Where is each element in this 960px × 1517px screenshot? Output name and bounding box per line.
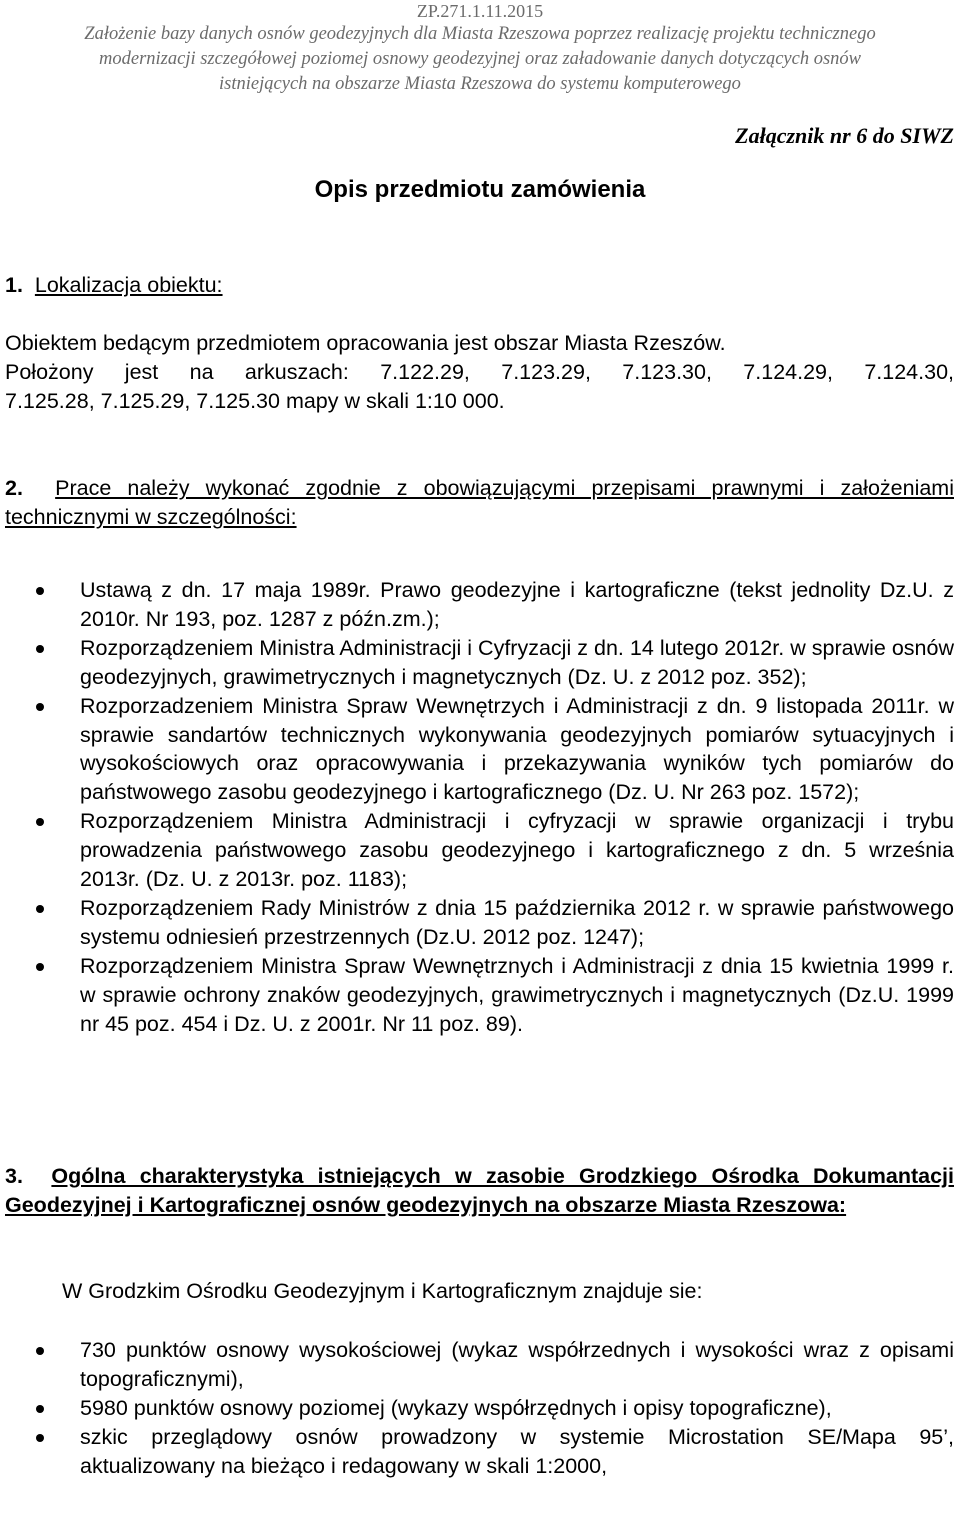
list-item-text: Rozporządzeniem Ministra Administracji i cyfryzacji w sprawie organizacji i trybu prowadzenia państwowego zasobu geodezyjnego i kartograficznego z dn. 5 września 2013r. (Dz. U. z 2013r. poz. 1183); bbox=[80, 809, 954, 892]
section-number: 2. bbox=[5, 476, 23, 500]
section-3-intro: W Grodzkim Ośrodku Geodezyjnym i Kartograficznym znajduje sie: bbox=[62, 1279, 703, 1303]
list-item bbox=[36, 1394, 954, 1423]
header-code: ZP.271.1.11.2015 bbox=[416, 1, 544, 21]
paragraph-line: 7.125.28, 7.125.29, 7.125.30 mapy w skali 1:10 000. bbox=[5, 389, 505, 413]
section-3-heading bbox=[5, 1162, 954, 1220]
list-item-text: szkic przeglądowy osnów prowadzony w systemie Microstation SE/Mapa 95’, aktualizowany na bieżąco i redagowany w skali 1:2000, bbox=[80, 1424, 954, 1478]
paragraph-line: Obiektem bedącym przedmiotem opracowania jest obszar Miasta Rzeszów. bbox=[5, 331, 726, 355]
list-item bbox=[36, 952, 954, 1039]
section-number: 1. bbox=[5, 273, 23, 297]
list-item-text: 730 punktów osnowy wysokościowej (wykaz współrzednych i wysokości wraz z opisami topograficznymi), bbox=[80, 1338, 954, 1391]
list-item-text: 5980 punktów osnowy poziomej (wykazy współrzędnych i opisy topograficzne), bbox=[80, 1395, 832, 1420]
document-title: Opis przedmiotu zamówienia bbox=[314, 176, 646, 203]
bullet-icon bbox=[36, 1347, 44, 1355]
list-item bbox=[36, 807, 954, 894]
list-item-text: Rozporządzeniem Rady Ministrów z dnia 15 października 2012 r. w sprawie państwowego systemu odniesień przestrzennych (Dz.U. 2012 poz. 1247); bbox=[80, 895, 954, 949]
section-2-heading bbox=[5, 474, 954, 532]
section-title: Prace należy wykonać zgodnie z obowiązującymi przepisami prawnymi i założeniami technicznymi w szczególności: bbox=[5, 476, 954, 529]
bullet-icon bbox=[36, 587, 44, 595]
list-item bbox=[36, 634, 954, 692]
bullet-icon bbox=[36, 818, 44, 826]
list-item bbox=[36, 894, 954, 952]
list-item bbox=[36, 1423, 954, 1481]
list-item-text: Rozporzadzeniem Ministra Spraw Wewnętrzych i Administracji z dn. 9 listopada 2011r. w sprawie sandartów technicznych wykonywania geodezyjnych pomiarów sytuacyjnych i wysokościowych oraz opracowywania i przekazywania wyników tych pomiarów do państwowego zasobu geodezyjnego i kartograficznego (Dz. U. Nr 263 poz. 1572); bbox=[80, 693, 954, 805]
page-header bbox=[0, 0, 960, 97]
bullet-icon bbox=[36, 703, 44, 711]
header-description-line: istniejących na obszarze Miasta Rzeszowa do systemu komputerowego bbox=[219, 74, 741, 94]
section-title: Ogólna charakterystyka istniejących w zasobie Grodzkiego Ośrodka Dokumantacji Geodezyjnej i Kartograficznej osnów geodezyjnych na obszarze Miasta Rzeszowa: bbox=[5, 1164, 954, 1217]
bullet-icon bbox=[36, 905, 44, 913]
section-1-text bbox=[5, 329, 954, 416]
section-title: Lokalizacja obiektu: bbox=[34, 273, 223, 297]
paragraph-line: Położony jest na arkuszach: 7.122.29, 7.123.29, 7.123.30, 7.124.29, 7.124.30, bbox=[5, 360, 954, 384]
list-item bbox=[36, 576, 954, 634]
section-number: 3. bbox=[5, 1164, 23, 1188]
resources-list bbox=[36, 1336, 954, 1481]
list-item bbox=[36, 692, 954, 808]
section-1-heading bbox=[5, 271, 954, 300]
regulations-list bbox=[36, 576, 954, 1039]
list-item-text: Rozporządzeniem Ministra Administracji i Cyfryzacji z dn. 14 lutego 2012r. w sprawie osnów geodezyjnych, grawimetrycznych i magnetycznych (Dz. U. z 2012 poz. 352); bbox=[80, 635, 954, 689]
list-item-text: Ustawą z dn. 17 maja 1989r. Prawo geodezyjne i kartograficzne (tekst jednolity Dz.U. z 2010r. Nr 193, poz. 1287 z późn.zm.); bbox=[80, 578, 954, 631]
header-description-line: Założenie bazy danych osnów geodezyjnych dla Miasta Rzeszowa poprzez realizację projektu technicznego bbox=[84, 24, 876, 44]
annex-label: Załącznik nr 6 do SIWZ bbox=[735, 123, 954, 148]
bullet-icon bbox=[36, 1405, 44, 1413]
header-description-line: modernizacji szczegółowej poziomej osnowy geodezyjnej oraz załadowanie danych dotyczących osnów bbox=[99, 49, 861, 69]
bullet-icon bbox=[36, 963, 44, 971]
bullet-icon bbox=[36, 1434, 44, 1442]
list-item bbox=[36, 1336, 954, 1394]
bullet-icon bbox=[36, 645, 44, 653]
list-item-text: Rozporządzeniem Ministra Spraw Wewnętrznych i Administracji z dnia 15 kwietnia 1999 r. w sprawie ochrony znaków geodezyjnych, grawimetrycznych i magnetycznych (Dz.U. 1999 nr 45 poz. 454 i Dz. U. z 2001r. Nr 11 poz. 89). bbox=[80, 953, 954, 1036]
